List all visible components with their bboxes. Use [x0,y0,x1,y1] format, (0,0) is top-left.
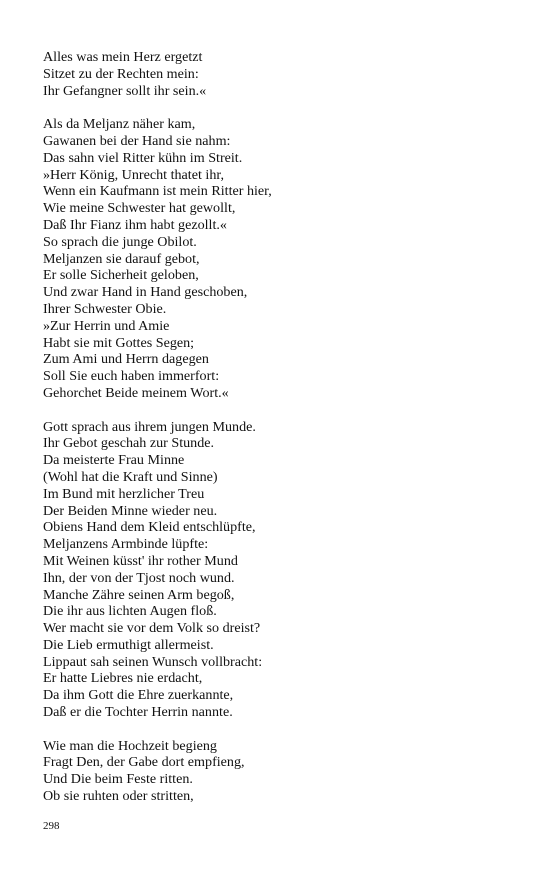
verse-line: Meljanzen sie darauf gebot, [43,250,200,267]
poem-text [43,49,513,822]
verse-line: Ob sie ruhten oder stritten, [43,788,194,805]
verse-line: Obiens Hand dem Kleid entschlüpfte, [43,519,256,536]
verse-line: Meljanzens Armbinde lüpfte: [43,536,209,553]
verse-line: Er solle Sicherheit geloben, [43,267,199,284]
verse-line: Er hatte Liebres nie erdacht, [43,670,203,687]
verse-line: So sprach die junge Obilot. [43,233,197,250]
verse-line: Wie meine Schwester hat gewollt, [43,200,236,217]
verse-line: Ihn, der von der Tjost noch wund. [43,569,235,586]
verse-line: Daß Ihr Fianz ihm habt gezollt.« [43,216,227,233]
verse-line: Zum Ami und Herrn dagegen [43,351,209,368]
verse-line: Soll Sie euch haben immerfort: [43,368,220,385]
verse-line: Wie man die Hochzeit begieng [43,737,217,754]
verse-line: Lippaut sah seinen Wunsch vollbracht: [43,653,263,670]
verse-line: Daß er die Tochter Herrin nannte. [43,704,233,721]
verse-line: Und Die beim Feste ritten. [43,771,193,788]
verse-line: Da ihm Gott die Ehre zuerkannte, [43,687,234,704]
verse-line: »Zur Herrin und Amie [43,317,170,334]
stanza [43,49,513,99]
stanza [43,738,513,805]
verse-line: (Wohl hat die Kraft und Sinne) [43,468,218,485]
verse-line: Da meisterte Frau Minne [43,452,185,469]
verse-line: Wenn ein Kaufmann ist mein Ritter hier, [43,183,272,200]
verse-line: Gawanen bei der Hand sie nahm: [43,132,231,149]
verse-line: Wer macht sie vor dem Volk so dreist? [43,620,261,637]
verse-line: Fragt Den, der Gabe dort empfieng, [43,754,245,771]
stanza [43,116,513,402]
verse-line: Mit Weinen küsst' ihr rother Mund [43,552,238,569]
verse-line: Im Bund mit herzlicher Treu [43,485,205,502]
verse-line: Und zwar Hand in Hand geschoben, [43,284,248,301]
verse-line: Das sahn viel Ritter kühn im Streit. [43,149,243,166]
verse-line: Gott sprach aus ihrem jungen Munde. [43,418,256,435]
verse-line: Habt sie mit Gottes Segen; [43,334,195,351]
verse-line: Als da Meljanz näher kam, [43,116,196,133]
verse-line: Ihr Gefangner sollt ihr sein.« [43,82,207,99]
page-number: 298 [43,820,60,832]
verse-line: Sitzet zu der Rechten mein: [43,65,199,82]
verse-line: Die Lieb ermuthigt allermeist. [43,636,214,653]
verse-line: Gehorchet Beide meinem Wort.« [43,384,229,401]
verse-line: Die ihr aus lichten Augen floß. [43,603,217,620]
verse-line: Ihrer Schwester Obie. [43,300,167,317]
verse-line: Der Beiden Minne wieder neu. [43,502,218,519]
verse-line: Manche Zähre seinen Arm begoß, [43,586,235,603]
verse-line: Alles was mein Herz ergetzt [43,49,203,65]
verse-line: Ihr Gebot geschah zur Stunde. [43,435,215,452]
verse-line: »Herr König, Unrecht thatet ihr, [43,166,225,183]
stanza [43,419,513,721]
